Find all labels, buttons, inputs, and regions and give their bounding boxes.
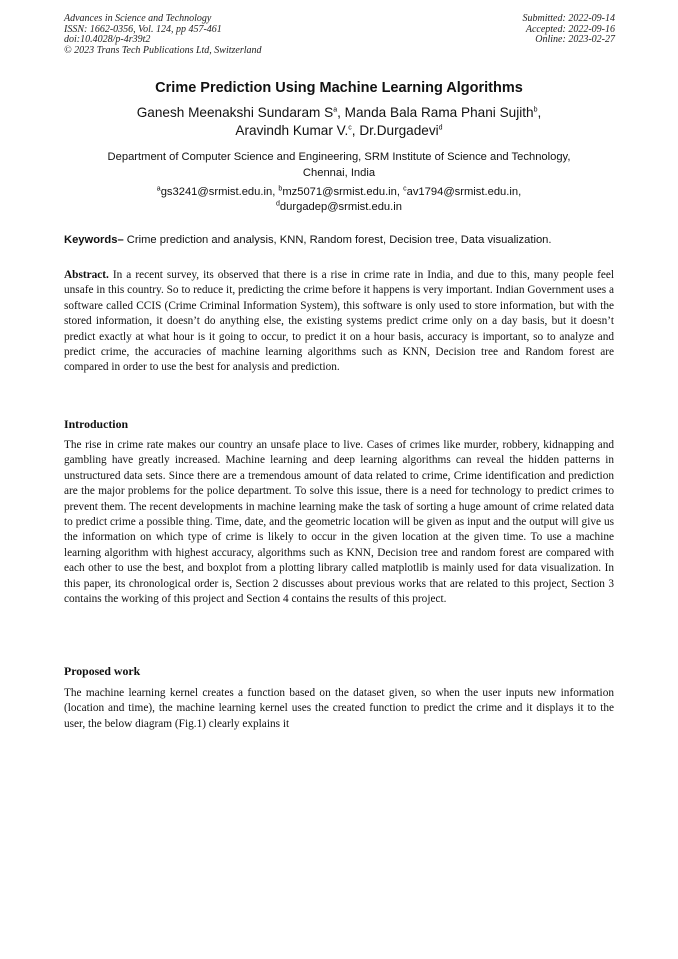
author-name: Dr.Durgadevi [359, 123, 439, 138]
author-list [40, 104, 638, 140]
email-address: gs3241@srmist.edu.in [160, 186, 273, 198]
author-name: Ganesh Meenakshi Sundaram S [136, 105, 334, 120]
email-line-1 [60, 185, 618, 200]
introduction-heading: Introduction [64, 417, 129, 431]
keywords [64, 234, 624, 246]
abstract-text: In a recent survey, its observed that there is a rise in crime rate in India, and due to this, many people feel unsafe in this country. So to reduce it, predicting the crime before it happens is very important. Indian Government uses a software called CCIS (Crime Criminal Information System), this software is only used to store information, but with the stored information, it doesn’t do anything else, the existing systems predict crime only on a day basis, but it doesn’t predict exactly at what hour is it going to occur, to predict it on a hour basis, accuracy is important, so to analyze and predict crime, the accuracies of machine learning algorithms such as KNN, Decision tree and Random forest are compared in order to use the best for analysis and prediction. [64, 269, 614, 374]
email-separator: , [396, 186, 404, 198]
affiliation-line: Chennai, India [302, 167, 376, 179]
email-address: av1794@srmist.edu.in [406, 186, 519, 198]
abstract [64, 268, 614, 376]
introduction-text: The rise in crime rate makes our country an unsafe place to live. Cases of crimes like murder, robbery, kidnapping and gambling have greatly increased. Machine learning and deep learning algorithms can reveal the hidden patterns in unstructured data sets. Since there are a tremendous amount of data related to crime, Crime identification and prediction are the major problems for the police department. To solve this issue, there is a need for technology to predict crimes to prevent them. The recent developments in machine learning make the task of sorting a huge amount of crime related data to predict crime a possible thing. Time, date, and the geometric location will be given as input and the output will give us the information on which type of crime is likely to occur in the given location at the given time. To use a machine learning algorithm with highest accuracy, algorithms such as KNN, Decision tree and random forest are compared with each other to use the best, and boxplot from a plotting library called matplotlib is mainly used for data visualization. In this paper, its chronological order is, Section 2 discusses about previous works that are related to this project, Section 3 contains the working of this project and Section 4 contains the results of this project. [64, 439, 614, 606]
journal-issn: ISSN: 1662-0356, Vol. 124, pp 457-461 [64, 23, 222, 35]
accepted-date: Accepted: 2022-09-16 [525, 23, 615, 35]
author-name: Aravindh Kumar V. [235, 123, 349, 138]
author-emails [60, 185, 618, 215]
abstract-label: Abstract. [64, 269, 109, 281]
email-sup: d [276, 200, 280, 208]
affiliation [60, 149, 618, 181]
author-line-2 [40, 122, 638, 140]
email-address: mz5071@srmist.edu.in [282, 186, 397, 198]
proposed-work-heading: Proposed work [64, 664, 141, 678]
online-date: Online: 2023-02-27 [535, 34, 615, 45]
journal-copyright: © 2023 Trans Tech Publications Ltd, Switzerland [64, 44, 262, 56]
journal-info [64, 14, 262, 56]
keywords-label: Keywords– [64, 234, 124, 246]
paper-title: Crime Prediction Using Machine Learning Algorithms [155, 80, 523, 96]
author-name: Manda Bala Rama Phani Sujith [344, 105, 534, 120]
email-address: durgadep@srmist.edu.in [279, 201, 402, 213]
journal-doi: doi:10.4028/p-4r39t2 [64, 34, 151, 45]
keywords-text: Crime prediction and analysis, KNN, Random forest, Decision tree, Data visualization. [123, 234, 552, 246]
journal-name: Advances in Science and Technology [64, 13, 212, 24]
author-sup: c [348, 124, 352, 132]
proposed-work-text: The machine learning kernel creates a function based on the dataset given, so when the user inputs new information (location and time), the machine learning kernel uses the created function to predict the crime and it displays it to the user, the below diagram (Fig.1) clearly explains it [64, 687, 614, 730]
email-line-2 [60, 200, 618, 215]
affiliation-line: Department of Computer Science and Engineering, SRM Institute of Science and Technology, [107, 151, 571, 163]
email-sup: b [278, 185, 283, 193]
author-sup: d [438, 124, 443, 132]
email-separator: , [518, 186, 522, 198]
author-line-1 [40, 104, 638, 122]
email-sup: c [403, 185, 407, 193]
submitted-date: Submitted: 2022-09-14 [522, 13, 615, 24]
author-separator: , [337, 105, 345, 120]
email-separator: , [272, 186, 279, 198]
author-sup: a [333, 106, 338, 114]
author-separator: , [537, 105, 542, 120]
author-sup: b [533, 106, 538, 114]
email-sup: a [156, 185, 161, 193]
author-separator: , [351, 123, 360, 138]
submission-dates [523, 14, 616, 46]
